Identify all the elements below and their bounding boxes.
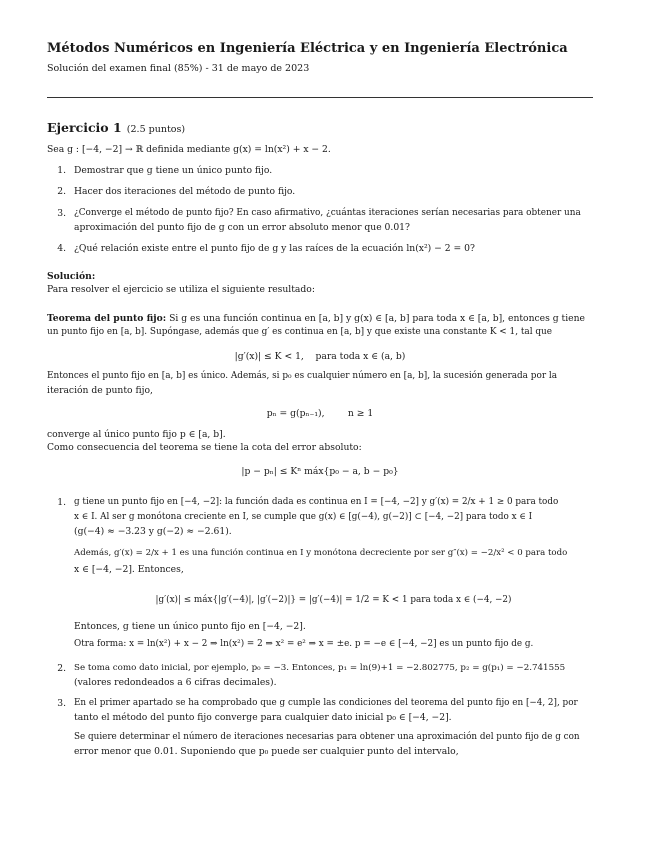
document-subtitle: Solución del examen final (85%) - 31 de mayo de 2023 (47, 63, 310, 74)
answer-number: 2. (57, 663, 66, 674)
task-number: 4. (57, 243, 66, 254)
convergence-line: Como consecuencia del teorema se tiene la cota del error absoluto: (47, 442, 362, 453)
header-divider (47, 97, 593, 98)
answer-line: g tiene un punto fijo en [−4, −2]: la función dada es continua en I = [−4, −2] y g′(x) = 2/x + 1 ≥ 0 para todo (74, 497, 559, 507)
answer-line: tanto el método del punto fijo converge para cualquier dato inicial p₀ ∈ [−4, −2]. (74, 712, 452, 723)
task-line: ¿Converge el método de punto fijo? En caso afirmativo, ¿cuántas iteraciones serían necesarias para obtener una (74, 208, 581, 218)
answer-number: 1. (57, 497, 66, 508)
exercise-points: (2.5 puntos) (126, 124, 186, 135)
answer-number: 3. (57, 698, 66, 709)
answer-line: (valores redondeados a 6 cifras decimales). (74, 677, 277, 688)
exercise-heading (47, 117, 185, 136)
task-line: aproximación del punto fijo de g con un error absoluto menor que 0.01? (74, 222, 410, 233)
solution-intro: Para resolver el ejercicio se utiliza el siguiente resultado: (47, 284, 315, 295)
answer-line: Otra forma: x = ln(x²) + x − 2 ⇒ ln(x²) = 2 ⇒ x² = e² ⇒ x = ±e. p = −e ∈ [−4, −2] es un punto fijo de g. (74, 639, 534, 649)
task-number: 3. (57, 208, 66, 219)
theorem-paragraph (47, 312, 585, 326)
answer-line: x ∈ I. Al ser g monótona creciente en I, se cumple que g(x) ∈ [g(−4), g(−2)] ⊂ [−4, −2] para todo x ∈ I (74, 512, 533, 522)
task-number: 2. (57, 186, 66, 197)
error-bound-equation: |p − pₙ| ≤ Kⁿ máx{p₀ − a, b − p₀} (241, 466, 399, 477)
exercise-title: Ejercicio 1 (47, 120, 122, 135)
answer-line: x ∈ [−4, −2]. Entonces, (74, 564, 184, 575)
document-title: Métodos Numéricos en Ingeniería Eléctrica y en Ingeniería Electrónica (47, 41, 568, 56)
derivative-bound-equation: |g′(x)| ≤ K < 1, para toda x ∈ (a, b) (234, 351, 406, 362)
answer-line: En el primer apartado se ha comprobado que g cumple las condiciones del teorema del punto fijo en [−4, 2], por (74, 698, 578, 708)
answer-line: (g(−4) ≈ −3.23 y g(−2) ≈ −2.61). (74, 526, 232, 537)
exercise-statement: Sea g : [−4, −2] → ℝ definida mediante g(x) = ln(x²) + x − 2. (47, 144, 331, 155)
task-line: Demostrar que g tiene un único punto fijo. (74, 165, 273, 176)
task-number: 1. (57, 165, 66, 176)
theorem-line: un punto fijo en [a, b]. Supóngase, además que g′ es continua en [a, b] y que existe una constante K < 1, tal que (47, 327, 553, 337)
task-line: Hacer dos iteraciones del método de punto fijo. (74, 186, 296, 197)
task-line: ¿Qué relación existe entre el punto fijo de g y las raíces de la ecuación ln(x²) − 2 = 0? (74, 243, 475, 254)
theorem-title: Teorema del punto fijo: (47, 313, 167, 324)
answer-line: Además, g′(x) = 2/x + 1 es una función continua en I y monótona decreciente por ser g″(x) = −2/x² < 0 para todo (74, 548, 568, 558)
convergence-line: converge al único punto fijo p ∈ [a, b]. (47, 429, 226, 440)
answer-equation: |g′(x)| ≤ máx{|g′(−4)|, |g′(−2)|} = |g′(−4)| = 1/2 = K < 1 para toda x ∈ (−4, −2) (155, 595, 512, 605)
theorem-line: Si g es una función continua en [a, b] y g(x) ∈ [a, b] para toda x ∈ [a, b], entonces g tiene (169, 313, 585, 324)
solution-heading: Solución: (47, 271, 96, 282)
uniqueness-line: iteración de punto fijo, (47, 385, 153, 396)
iteration-equation: pₙ = g(pₙ₋₁), n ≥ 1 (266, 408, 374, 419)
answer-line: Se quiere determinar el número de iteraciones necesarias para obtener una aproximación del punto fijo de g con (74, 732, 580, 742)
uniqueness-line: Entonces el punto fijo en [a, b] es único. Además, si p₀ es cualquier número en [a, b], la sucesión generada por la (47, 371, 558, 381)
answer-line: Se toma como dato inicial, por ejemplo, p₀ = −3. Entonces, p₁ = ln(9)+1 = −2.802775, p₂ = g(p₁) = −2.741555 (74, 663, 566, 673)
answer-line: Entonces, g tiene un único punto fijo en [−4, −2]. (74, 621, 306, 632)
answer-line: error menor que 0.01. Suponiendo que p₀ puede ser cualquier punto del intervalo, (74, 746, 459, 757)
